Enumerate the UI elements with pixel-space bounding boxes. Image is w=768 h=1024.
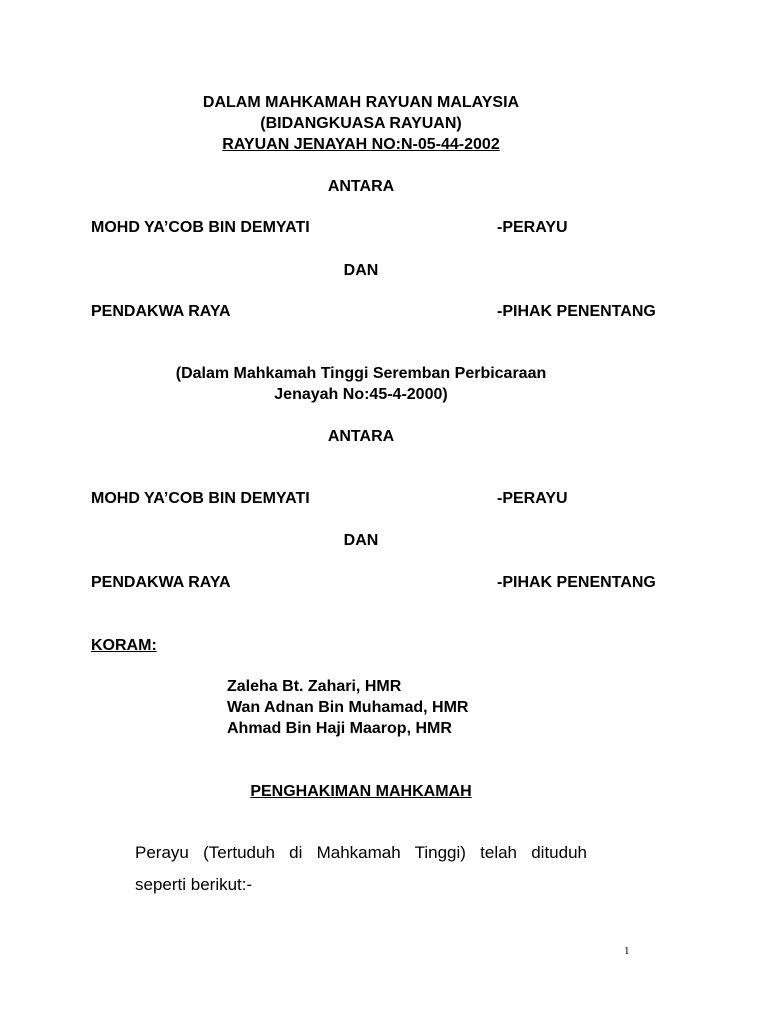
between-label-2: ANTARA bbox=[327, 428, 395, 445]
judge-1: Zaleha Bt. Zahari, HMR bbox=[227, 678, 402, 695]
jurisdiction-title: (BIDANGKUASA RAYUAN) bbox=[260, 115, 462, 132]
judgment-paragraph-line-1: Perayu (Tertuduh di Mahkamah Tinggi) telah dituduh bbox=[135, 843, 587, 862]
respondent-role: -PIHAK PENENTANG bbox=[497, 303, 656, 320]
judge-2: Wan Adnan Bin Muhamad, HMR bbox=[227, 699, 469, 716]
appellant-name-2: MOHD YA’COB BIN DEMYATI bbox=[91, 490, 310, 507]
high-court-line-2: Jenayah No:45-4-2000) bbox=[274, 386, 448, 403]
and-label: DAN bbox=[343, 262, 379, 279]
judgment-heading: PENGHAKIMAN MAHKAMAH bbox=[250, 783, 472, 800]
appellant-role-2: -PERAYU bbox=[497, 490, 568, 507]
and-label-2: DAN bbox=[343, 532, 379, 549]
respondent-name: PENDAKWA RAYA bbox=[91, 303, 231, 320]
judgment-paragraph-line-2: seperti berikut:- bbox=[135, 875, 253, 894]
high-court-line-1: (Dalam Mahkamah Tinggi Seremban Perbicaraan bbox=[175, 365, 547, 382]
court-title: DALAM MAHKAMAH RAYUAN MALAYSIA bbox=[202, 94, 520, 111]
respondent-name-2: PENDAKWA RAYA bbox=[91, 574, 231, 591]
appellant-role: -PERAYU bbox=[497, 219, 568, 236]
respondent-role-2: -PIHAK PENENTANG bbox=[497, 574, 656, 591]
coram-label: KORAM: bbox=[91, 637, 157, 654]
between-label: ANTARA bbox=[327, 178, 395, 195]
appellant-name: MOHD YA’COB BIN DEMYATI bbox=[91, 219, 310, 236]
judge-3: Ahmad Bin Haji Maarop, HMR bbox=[227, 720, 452, 737]
page-number: 1 bbox=[624, 945, 630, 957]
case-number: RAYUAN JENAYAH NO:N-05-44-2002 bbox=[222, 136, 500, 153]
